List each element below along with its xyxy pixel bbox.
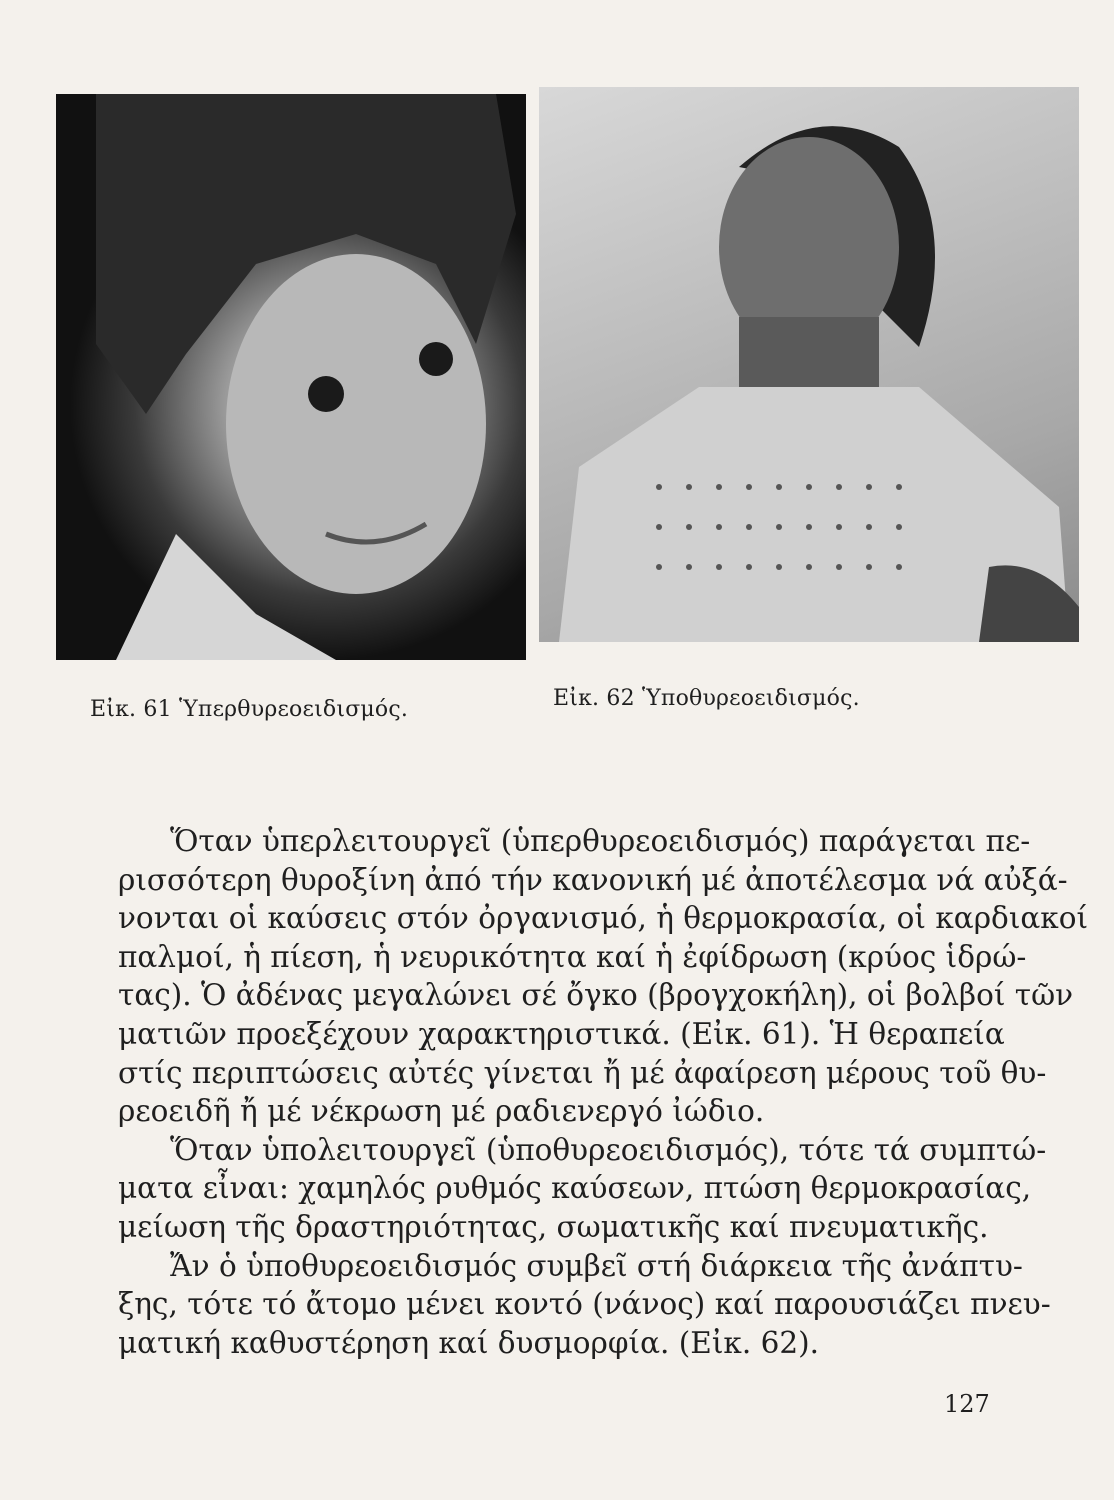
figure-62-caption: Εἰκ. 62 Ὑποθυρεοειδισμός. <box>553 686 860 711</box>
text-line: ρεοειδῆ ἤ μέ νέκρωση μέ ραδιενεργό ἰώδιο. <box>118 1094 765 1129</box>
figure-61-portrait-image <box>56 94 526 660</box>
text-line: ματα εἶναι: χαμηλός ρυθμός καύσεων, πτώση θερμοκρασίας, <box>118 1171 1032 1206</box>
text-line: στίς περιπτώσεις αὐτές γίνεται ἤ μέ ἀφαίρεση μέρους τοῦ θυ- <box>118 1055 1047 1090</box>
text-line: ματιῶν προεξέχουν χαρακτηριστικά. (Εἰκ. 61). Ἡ θεραπεία <box>118 1016 1005 1051</box>
text-line: παλμοί, ἡ πίεση, ἡ νευρικότητα καί ἡ ἐφίδρωση (κρύος ἱδρώ- <box>118 939 1027 974</box>
text-line: Ἄν ὁ ὑποθυρεοειδισμός συμβεῖ στή διάρκεια τῆς ἀνάπτυ- <box>170 1248 1023 1283</box>
text-line: μείωση τῆς δραστηριότητας, σωματικῆς καί πνευματικῆς. <box>118 1209 989 1244</box>
text-line: τας). Ὁ ἀδένας μεγαλώνει σέ ὄγκο (βρογχοκήλη), οἱ βολβοί τῶν <box>118 978 1074 1013</box>
text-line: Ὅταν ὑπολειτουργεῖ (ὑποθυρεοειδισμός), τότε τά συμπτώ- <box>170 1132 1047 1167</box>
text-line: ρισσότερη θυροξίνη ἀπό τήν κανονική μέ ἀποτέλεσμα νά αὐξά- <box>118 862 1068 897</box>
text-line: ματική καθυστέρηση καί δυσμορφία. (Εἰκ. 62). <box>118 1325 819 1360</box>
text-line: ξης, τότε τό ἄτομο μένει κοντό (νάνος) καί παρουσιάζει πνευ- <box>118 1287 1051 1322</box>
text-line: Ὅταν ὑπερλειτουργεῖ (ὑπερθυρεοειδισμός) παράγεται πε- <box>170 824 1031 858</box>
figure-61-photo <box>56 94 526 660</box>
page-number: 127 <box>944 1390 990 1418</box>
text-line: νονται οἱ καύσεις στόν ὀργανισμό, ἡ θερμοκρασία, οἱ καρδιακοί <box>118 901 1089 936</box>
figure-62-photo <box>539 87 1079 642</box>
figure-61-caption: Εἰκ. 61 Ὑπερθυρεοειδισμός. <box>90 697 409 722</box>
figure-62-portrait-image <box>539 87 1079 642</box>
body-text <box>118 822 1089 1362</box>
